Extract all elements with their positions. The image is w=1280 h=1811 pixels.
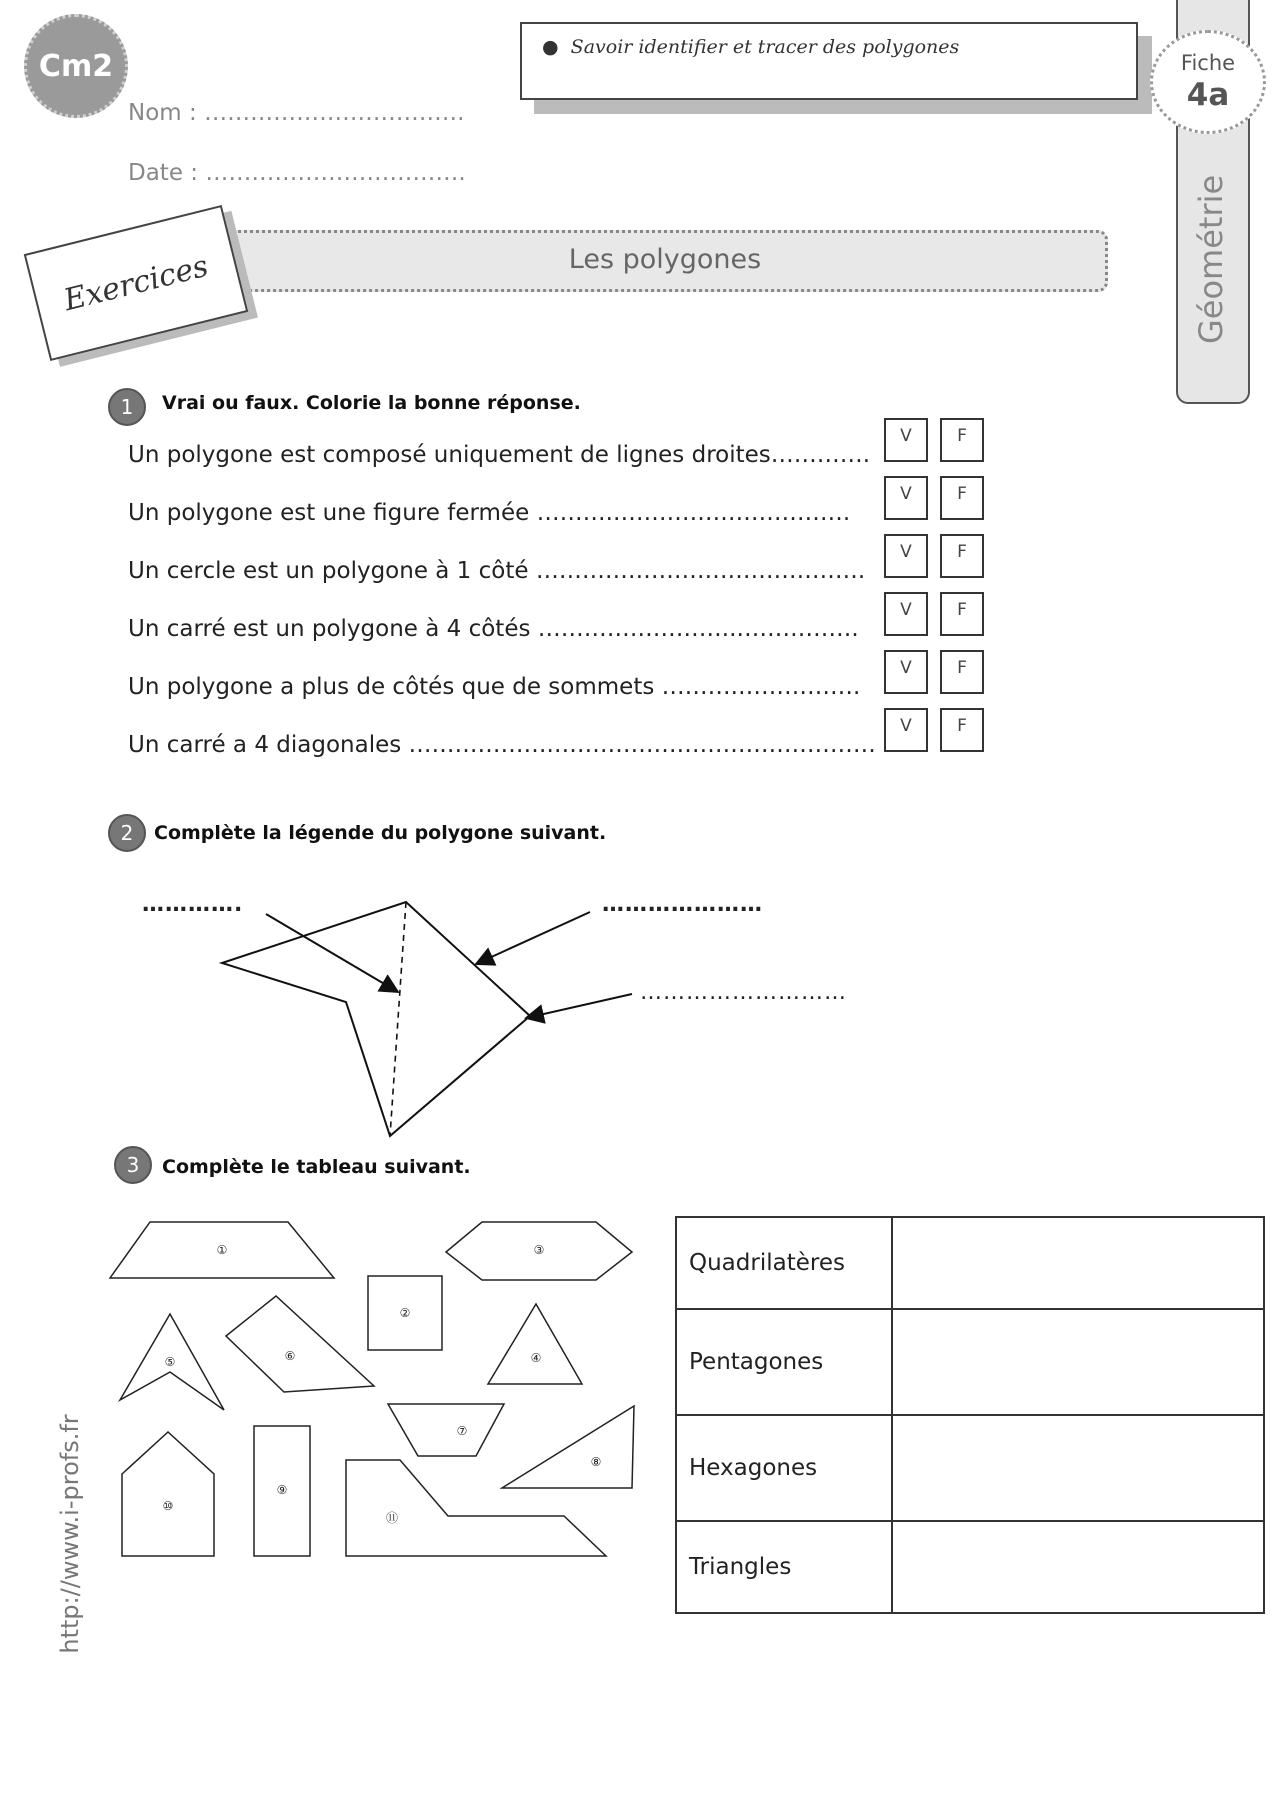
shape-4 <box>488 1304 582 1384</box>
table-row <box>676 1217 1264 1309</box>
statement-5: Un polygone a plus de côtés que de sommets ……….……………. <box>128 674 861 700</box>
shape-1-number: ① <box>216 1243 228 1257</box>
false-box-5[interactable]: F <box>940 650 984 694</box>
shape-6-number: ⑥ <box>284 1349 296 1363</box>
table-category: Triangles <box>676 1521 892 1613</box>
true-box-2[interactable]: V <box>884 476 928 520</box>
table-row <box>676 1309 1264 1415</box>
table-answer-cell[interactable] <box>892 1217 1264 1309</box>
table-row <box>676 1521 1264 1613</box>
shape-10 <box>122 1432 214 1556</box>
true-box-4[interactable]: V <box>884 592 928 636</box>
date-dots: ……………………………. <box>205 160 466 186</box>
exercise-3-number: 3 <box>114 1146 152 1184</box>
true-box-1[interactable]: V <box>884 418 928 462</box>
exercise-2-number: 2 <box>108 814 146 852</box>
false-box-6[interactable]: F <box>940 708 984 752</box>
legend-label-left[interactable]: …………. <box>142 892 244 917</box>
shape-11 <box>346 1460 606 1556</box>
shape-11-number: ⑪ <box>385 1511 399 1525</box>
true-box-3[interactable]: V <box>884 534 928 578</box>
statement-3: Un cercle est un polygone à 1 côté ……………………………………. <box>128 558 866 584</box>
nom-dots: ……………………………. <box>204 100 465 126</box>
true-box-5[interactable]: V <box>884 650 928 694</box>
nom-label: Nom : <box>128 100 197 126</box>
shape-7-number: ⑦ <box>456 1424 468 1438</box>
level-badge: Cm2 <box>24 14 128 118</box>
exercise-1-number: 1 <box>108 388 146 426</box>
statement-1: Un polygone est composé uniquement de lignes droites…………. <box>128 442 871 468</box>
shape-2-number: ② <box>399 1306 411 1320</box>
objective-label: Savoir identifier et tracer des polygones <box>570 36 960 58</box>
table-category: Pentagones <box>676 1309 892 1415</box>
exercise-2-instruction: Complète la légende du polygone suivant. <box>154 822 607 844</box>
table-category: Quadrilatères <box>676 1217 892 1309</box>
legend-label-right-top[interactable]: ………………… <box>602 892 763 917</box>
website-link[interactable]: http://www.i-profs.fr <box>56 1414 84 1654</box>
exercise-3-instruction: Complète le tableau suivant. <box>162 1156 471 1178</box>
page-title: Les polygones <box>222 230 1108 292</box>
statement-2: Un polygone est une figure fermée ……….…………………………. <box>128 500 851 526</box>
shape-7 <box>388 1404 504 1456</box>
date-label: Date : <box>128 160 199 186</box>
shape-3-number: ③ <box>533 1243 545 1257</box>
table-category: Hexagones <box>676 1415 892 1521</box>
false-box-3[interactable]: F <box>940 534 984 578</box>
fiche-label: Fiche <box>1180 51 1236 75</box>
shape-9-number: ⑨ <box>276 1483 288 1497</box>
legend-label-right-bottom[interactable]: ……………………… <box>640 980 847 1005</box>
classification-table <box>675 1216 1265 1614</box>
table-answer-cell[interactable] <box>892 1309 1264 1415</box>
shape-10-number: ⑩ <box>162 1499 174 1513</box>
shape-6 <box>226 1296 374 1392</box>
shape-8 <box>502 1406 634 1488</box>
table-answer-cell[interactable] <box>892 1415 1264 1521</box>
statement-4: Un carré est un polygone à 4 côtés ……………………..……………. <box>128 616 859 642</box>
fiche-number: 4a <box>1186 77 1230 113</box>
shape-4-number: ④ <box>530 1351 542 1365</box>
bullet-icon: ● <box>542 36 571 58</box>
false-box-2[interactable]: F <box>940 476 984 520</box>
false-box-4[interactable]: F <box>940 592 984 636</box>
section-tag: Exercices <box>24 205 249 361</box>
shape-8-number: ⑧ <box>590 1455 602 1469</box>
true-box-6[interactable]: V <box>884 708 928 752</box>
table-answer-cell[interactable] <box>892 1521 1264 1613</box>
shape-5-number: ⑤ <box>164 1355 176 1369</box>
table-row <box>676 1415 1264 1521</box>
exercise-1-instruction: Vrai ou faux. Colorie la bonne réponse. <box>162 392 581 414</box>
statement-6: Un carré a 4 diagonales ……………….…………………………………… <box>128 732 876 758</box>
false-box-1[interactable]: F <box>940 418 984 462</box>
